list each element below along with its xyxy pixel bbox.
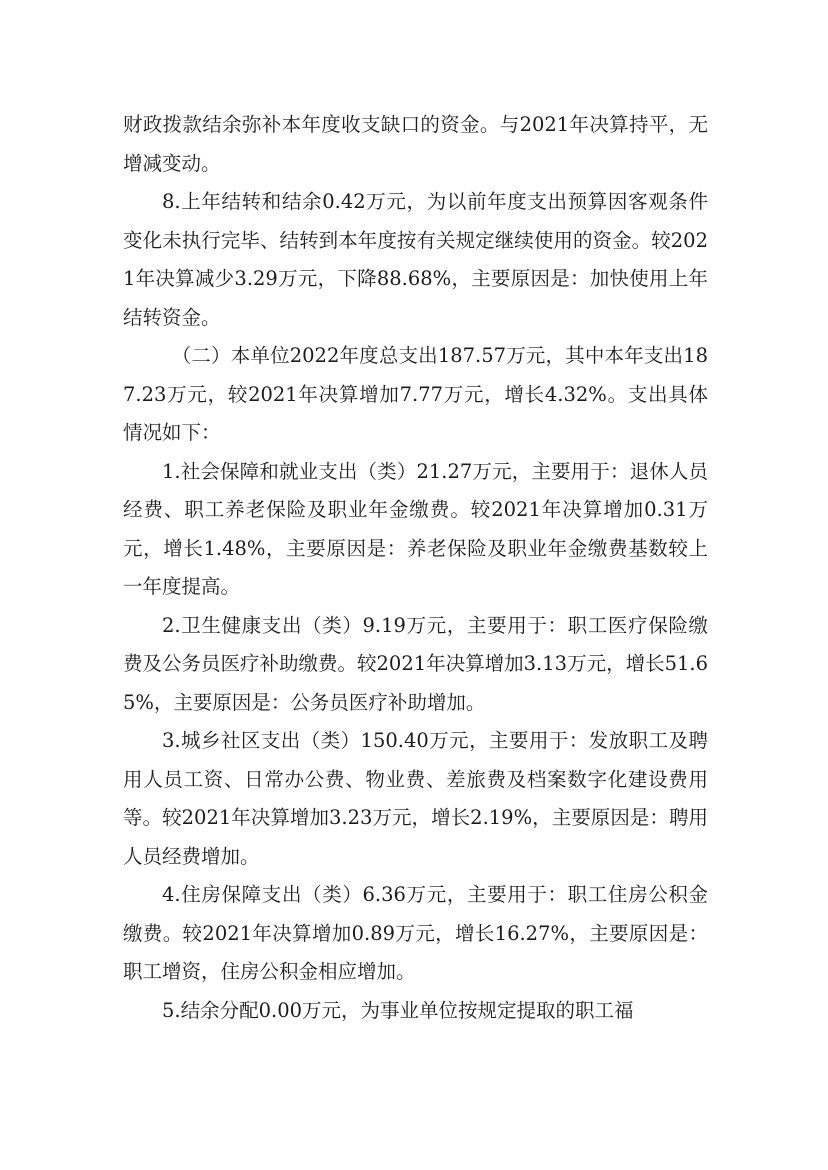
paragraph-section-2: （二）本单位2022年度总支出187.57万元，其中本年支出187.23万元，较2021年决算增加7.77万元，增长4.32%。支出具体情况如下： <box>123 344 708 444</box>
paragraph-item-5: 5.结余分配0.00万元，为事业单位按规定提取的职工福 <box>162 998 634 1022</box>
paragraph-item-8: 8.上年结转和结余0.42万元，为以前年度支出预算因客观条件变化未执行完毕、结转到本年度按有关规定继续使用的资金。较2021年决算减少3.29万元，下降88.68%，主要原因是：加快使用上年结转资金。 <box>123 190 708 329</box>
document-body <box>123 106 708 1030</box>
paragraph-item-4: 4.住房保障支出（类）6.36万元，主要用于：职工住房公积金缴费。较2021年决算增加0.89万元，增长16.27%，主要原因是：职工增资，住房公积金相应增加。 <box>123 883 708 983</box>
paragraph-item-3: 3.城乡社区支出（类）150.40万元，主要用于：发放职工及聘用人员工资、日常办公费、物业费、差旅费及档案数字化建设费用等。较2021年决算增加3.23万元，增长2.19%，主要原因是：聘用人员经费增加。 <box>123 729 708 868</box>
paragraph-item-2: 2.卫生健康支出（类）9.19万元，主要用于：职工医疗保险缴费及公务员医疗补助缴费。较2021年决算增加3.13万元，增长51.65%，主要原因是：公务员医疗补助增加。 <box>123 613 708 714</box>
paragraph-item-1: 1.社会保障和就业支出（类）21.27万元，主要用于：退休人员经费、职工养老保险及职业年金缴费。较2021年决算增加0.31万元，增长1.48%，主要原因是：养老保险及职业年金缴费基数较上一年度提高。 <box>123 459 708 598</box>
paragraph-continuation: 财政拨款结余弥补本年度收支缺口的资金。与2021年决算持平，无增减变动。 <box>123 113 708 175</box>
